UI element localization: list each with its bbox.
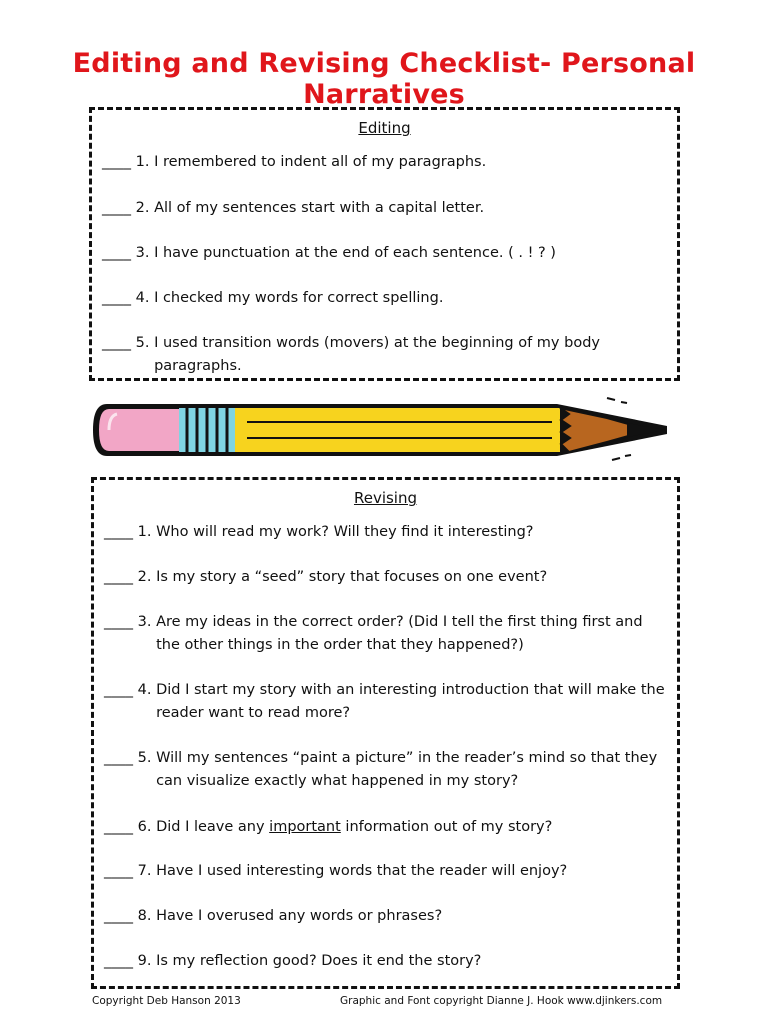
revising-item-3 bbox=[104, 611, 669, 657]
item-text: Did I start my story with an interesting introduction that will make the reader want to read more? bbox=[156, 682, 665, 721]
checkbox-blank[interactable]: ____ bbox=[104, 908, 133, 924]
item-number: 3. bbox=[137, 614, 152, 630]
revising-item-5 bbox=[104, 747, 669, 793]
item-number: 4. bbox=[137, 682, 152, 698]
item-text: I checked my words for correct spelling. bbox=[154, 290, 444, 306]
item-number: 2. bbox=[135, 200, 150, 216]
editing-item-2 bbox=[102, 197, 669, 220]
checkbox-blank[interactable]: ____ bbox=[104, 682, 133, 698]
checkbox-blank[interactable]: ____ bbox=[102, 290, 131, 306]
revising-item-6 bbox=[104, 816, 669, 839]
checkbox-blank[interactable]: ____ bbox=[104, 524, 133, 540]
item-text: Who will read my work? Will they find it interesting? bbox=[156, 524, 534, 540]
revising-item-4 bbox=[104, 679, 669, 725]
item-number: 3. bbox=[135, 245, 150, 261]
revising-item-2 bbox=[104, 566, 669, 589]
editing-item-1 bbox=[102, 151, 669, 174]
editing-item-3 bbox=[102, 242, 669, 265]
item-text: All of my sentences start with a capital letter. bbox=[154, 200, 485, 216]
item-number: 2. bbox=[137, 569, 152, 585]
pencil-eraser bbox=[99, 409, 179, 451]
revising-item-7 bbox=[104, 860, 669, 883]
item-number: 8. bbox=[137, 908, 152, 924]
item-text: Is my story a “seed” story that focuses on one event? bbox=[156, 569, 548, 585]
editing-checklist-box bbox=[89, 107, 680, 381]
item-text: Will my sentences “paint a picture” in the reader’s mind so that they can visualize exactly what happened in my story? bbox=[156, 750, 658, 789]
editing-item-4 bbox=[102, 287, 669, 310]
page-title: Editing and Revising Checklist- Personal Narratives bbox=[72, 48, 696, 110]
revising-item-1 bbox=[104, 521, 669, 544]
revising-item-8 bbox=[104, 905, 669, 928]
item-number: 9. bbox=[137, 953, 152, 969]
checkbox-blank[interactable]: ____ bbox=[104, 819, 133, 835]
checkbox-blank[interactable]: ____ bbox=[104, 953, 133, 969]
checkbox-blank[interactable]: ____ bbox=[104, 863, 133, 879]
checkbox-blank[interactable]: ____ bbox=[102, 200, 131, 216]
item-text: I used transition words (movers) at the beginning of my body paragraphs. bbox=[154, 335, 600, 374]
editing-item-5 bbox=[102, 332, 669, 378]
item-text: Is my reflection good? Does it end the story? bbox=[156, 953, 482, 969]
item-text: Have I overused any words or phrases? bbox=[156, 908, 443, 924]
checkbox-blank[interactable]: ____ bbox=[102, 154, 131, 170]
item-text: Are my ideas in the correct order? (Did I tell the first thing first and the other things in the order that they happened?) bbox=[156, 614, 643, 653]
underlined-word: important bbox=[269, 819, 341, 835]
revising-item-9 bbox=[104, 950, 669, 973]
item-number: 4. bbox=[135, 290, 150, 306]
checkbox-blank[interactable]: ____ bbox=[102, 335, 131, 351]
checkbox-blank[interactable]: ____ bbox=[102, 245, 131, 261]
checkbox-blank[interactable]: ____ bbox=[104, 750, 133, 766]
pencil-body bbox=[235, 408, 560, 452]
item-number: 5. bbox=[137, 750, 152, 766]
item-text: I have punctuation at the end of each sentence. ( . ! ? ) bbox=[154, 245, 556, 261]
revising-heading: Revising bbox=[353, 489, 418, 507]
item-number: 6. bbox=[137, 819, 152, 835]
item-number: 5. bbox=[135, 335, 150, 351]
footer-copyright-left: Copyright Deb Hanson 2013 bbox=[92, 995, 241, 1007]
checkbox-blank[interactable]: ____ bbox=[104, 569, 133, 585]
item-number: 7. bbox=[137, 863, 152, 879]
footer-copyright-right: Graphic and Font copyright Dianne J. Hook www.djinkers.com bbox=[340, 995, 663, 1007]
item-text: Did I leave any important information out of my story? bbox=[156, 819, 553, 835]
item-number: 1. bbox=[137, 524, 152, 540]
editing-heading: Editing bbox=[358, 119, 411, 137]
item-text: Have I used interesting words that the reader will enjoy? bbox=[156, 863, 568, 879]
pencil-icon bbox=[87, 390, 687, 470]
checkbox-blank[interactable]: ____ bbox=[104, 614, 133, 630]
item-text: I remembered to indent all of my paragraphs. bbox=[154, 154, 487, 170]
item-number: 1. bbox=[135, 154, 150, 170]
revising-checklist-box bbox=[91, 477, 680, 989]
